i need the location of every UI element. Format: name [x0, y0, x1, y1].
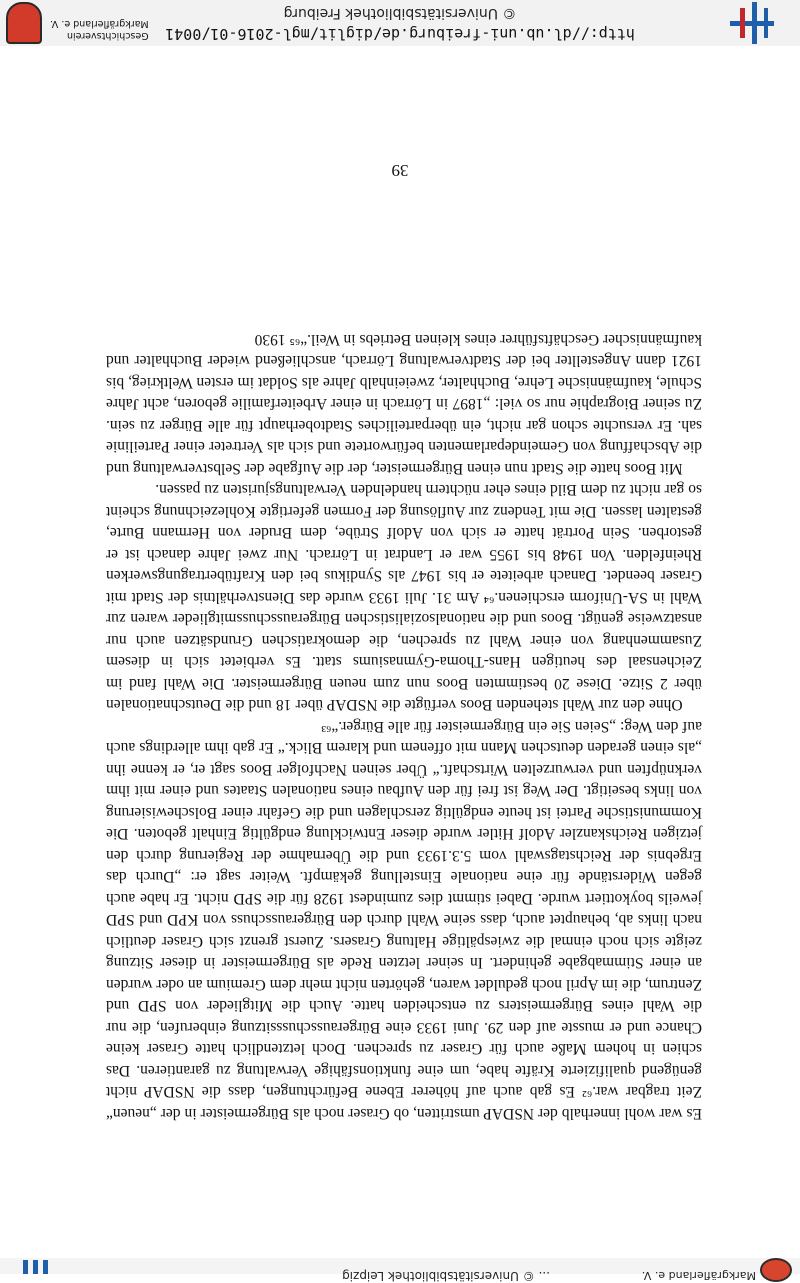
viewer-header-bar [0, 1258, 800, 1283]
paragraph-3: Mit Boos hatte die Stadt nun einen Bürgermeister, der die Aufgabe der Selbstverwaltung und die Abschaffung von Gemeindeparlamenten befürwortete und sich als Vertreter einer Parteilinie sah. Er versuchte schon gar nicht, ein überparteiliches Stadtoberhaupt für alle Bürger zu sein. Zu seiner Biographie nur so viel: „1897 in Lörrach in einer Arbeiterfamilie geboren, acht Jahre Schule, kaufmännische Lehre, Buchhalter, zweieinhalb Jahre als Soldat im ersten Weltkrieg, bis 1921 dann Angestellter bei der Stadtverwaltung Lörrach, anschließend wieder Buchhalter und kaufmännischer Geschäftsführer eines kleinen Betriebs in Weil.“⁶⁵ 1930 [106, 331, 702, 477]
paragraph-2: Ohne den zur Wahl stehenden Boos verfügte die NSDAP über 18 und die Deutschnationalen über 2 Sitze. Diese 20 bestimmten Boos nun zum neuen Bürgermeister. Die Wahl fand im Zeichensaal des heutigen Hans-Thoma-Gymnasiums statt. Es verbietet sich in diesem Zusammenhang von einer Wahl zu sprechen, die demokratischen Grundsätzen auch nur ansatzweise genügt. Boos und die nationalsozialistischen Bürgerausschussmitglieder waren zur Wahl in SA-Uniform erschienen.⁶⁴ Am 31. Juli 1933 wurde das Dienstverhältnis der Stadt mit Graser beendet. Danach arbeitete er bis 1947 als Syndikus bei den Kraftübertragungswerken Rheinfelden. Von 1948 bis 1955 war er Landrat in Lörrach. Nur zwei Jahre danach ist er gestorben. Sein Porträt hatte er sich von Adolf Strübe, dem Bruder von Hermann Burte, gestalten lassen. Die mit Tendenz zur Auflösung der Formen gefertigte Kohlezeichnung scheint so gar nicht zu dem Bild eines eher nüchtern handelnden Verwaltungsjuristen zu passen. [106, 481, 702, 714]
header-society-text: Markgräflerland e. V. [641, 1269, 756, 1282]
document-url[interactable]: http://dl.ub.uni-freiburg.de/diglit/mgl-2016-01/0041 [165, 25, 635, 43]
copyright-notice: © Universitätsbibliothek Freiburg [283, 5, 517, 21]
page-number: 39 [391, 161, 409, 180]
society-name-line-1: Geschichtsverein [67, 30, 149, 41]
society-name-line-2: Markgräflerland e. V. [50, 18, 149, 29]
society-crest-icon [8, 4, 42, 44]
paragraph-1: Es war wohl innerhalb der NSDAP umstritten, ob Graser noch als Bürgermeister in der „neuen“ Zeit tragbar war.⁶² Es gab auch auf höherer Ebene Befürchtungen, dass die NSDAP nicht genügend qualifizierte Kräfte habe, um eine funktionsfähige Verwaltung zu garantieren. Das schien in hohem Maße auch für Graser zu sprechen. Doch letztendlich hatte Graser keine Chance und er musste auf den 29. Juni 1933 eine Bürgerausschusssitzung einberufen, die nur die Wahl eines Bürgermeisters zu entscheiden hatte. Auch die Mitglieder von SPD und Zentrum, die im April noch geduldet waren, gehörten nicht mehr dem Gremium an oder wurden an einer Stimmabgabe gehindert. In seiner letzten Rede als Bürgermeister in dieser Sitzung zeigte sich noch einmal die zwiespältige Haltung Grasers. Zuerst grenzt sich Graser deutlich nach links ab, behauptet auch, dass seine Wahl durch den Bürgerausschuss von KPD und SPD jeweils boykottiert wurde. Dabei stimmt dies zumindest 1928 für die SPD nicht. Er habe auch gegen Widerstände für eine nationale Einstellung gekämpft. Weiter sagt er: „Durch das Ergebnis der Reichstagswahl vom 5.3.1933 und die Übernahme der Regierung durch den jetzigen Reichskanzler Adolf Hitler wurde dieser Entwicklung endgültig Einhalt geboten. Die Kommunistische Partei ist heute endgültig zerschlagen und die Gefahr einer Bolschewisierung von links beseitigt. Der Weg ist frei für den Aufbau eines nationalen Staates und einer mit ihm verknüpften und verwurzelten Wirtschaft.“ Über seinen Nachfolger Boos sagt er, er kenne ihn „als einen geraden deutschen Mann mit offenem und klarem Blick.“ Er gab ihm allerdings auch auf den Weg: „Seien Sie ein Bürgermeister für alle Bürger.“⁶³ [106, 718, 702, 1122]
society-name [50, 17, 149, 41]
university-library-logo-icon [20, 1258, 50, 1274]
header-library-text: ... © Universitätsbibliothek Leipzig [342, 1269, 550, 1283]
body-text [106, 329, 702, 1125]
society-crest-icon [760, 1258, 792, 1282]
viewer-footer-bar [0, 0, 800, 46]
